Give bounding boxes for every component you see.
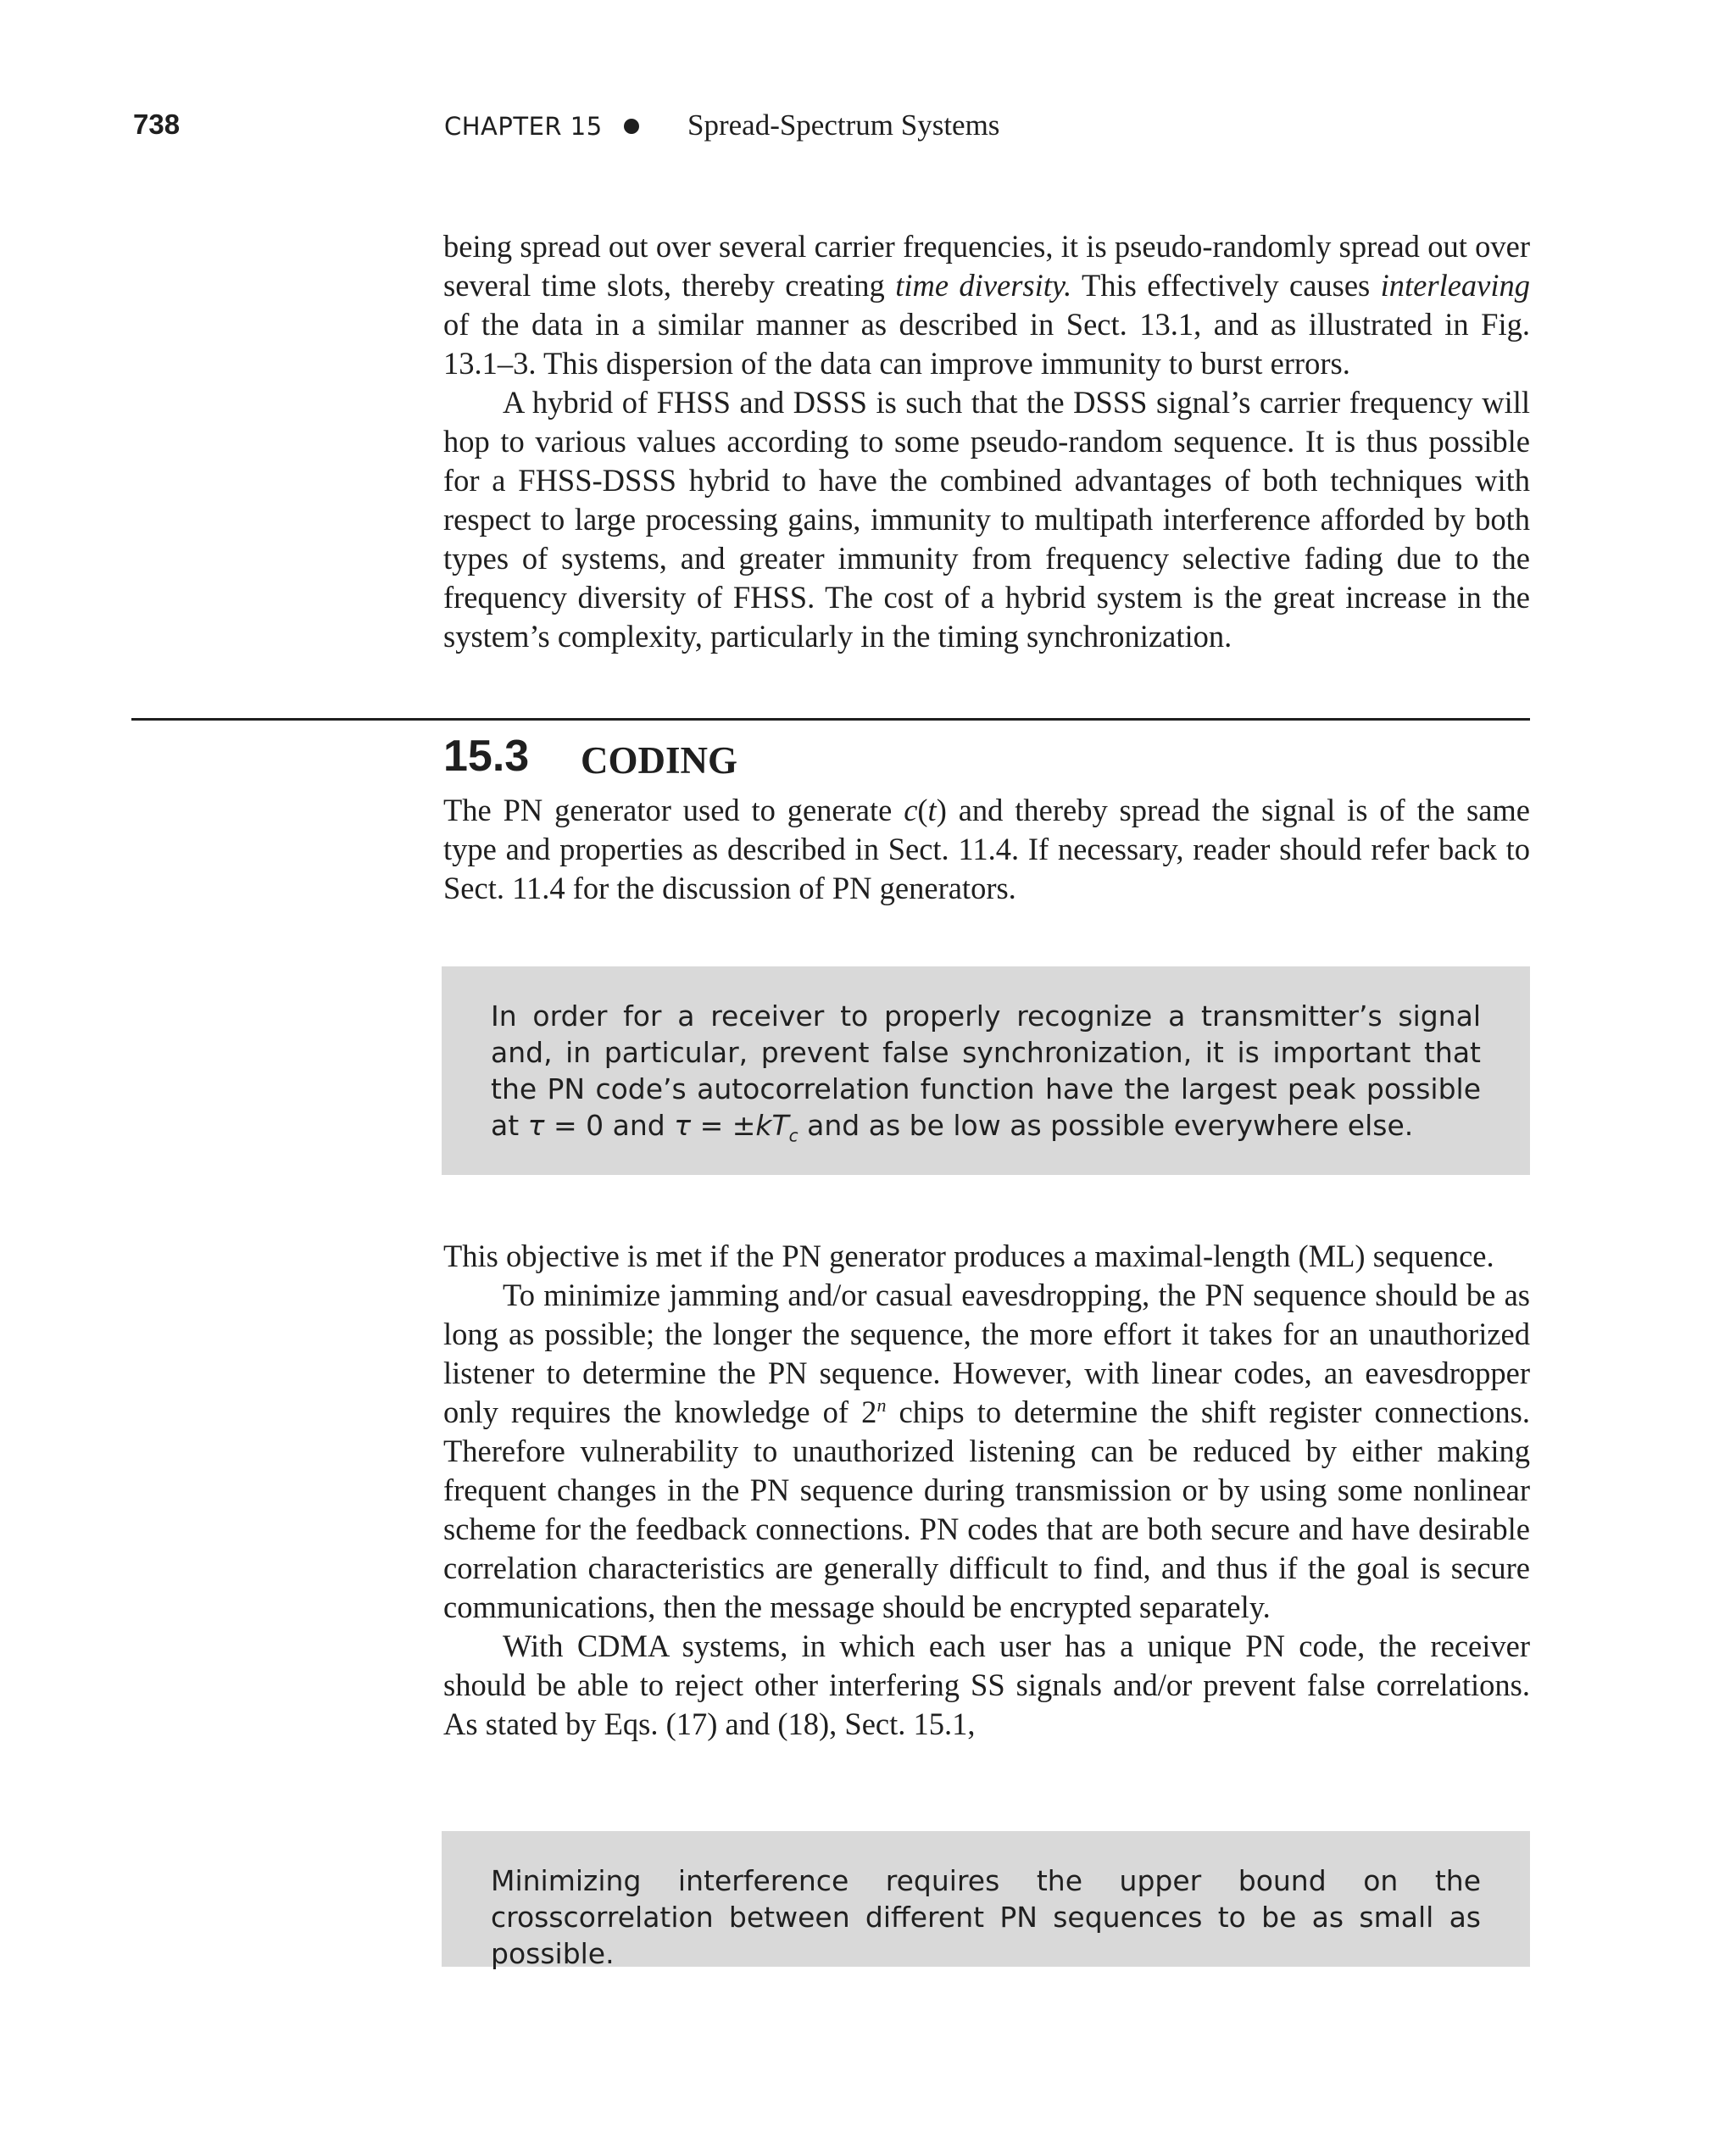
callout-box-crosscorrelation	[442, 1831, 1530, 1970]
text-run: being spread out over several carrier frequencies, it is pseudo-randomly spread out over several time slots, thereby creating	[443, 229, 1530, 303]
text-run: )	[936, 793, 947, 827]
math-tau: τ	[527, 1109, 545, 1142]
text-run: chips to determine the shift register connections. Therefore vulnerability to unauthorized listening can be reduced by either making frequent changes in the PN sequence during transmission or by using some nonlinear scheme for the feedback connections. PN codes that are both secure and have desirable correlation characteristics are generally difficult to find, and thus if the goal is secure communications, then the message should be encrypted separately.	[443, 1395, 1531, 1624]
page-number: 738	[133, 109, 181, 140]
section-number: 15.3	[443, 732, 530, 781]
math-subscript-c: c	[788, 1125, 798, 1146]
text-run: and thereby spread the signal is of the same type and properties as described in Sect. 11.4. If necessary, reader should refer back to Sect. 11.4 for the discussion of PN generators.	[443, 793, 1530, 905]
chapter-title: Spread-Spectrum Systems	[687, 109, 1000, 142]
text-run: (	[917, 793, 928, 827]
paragraph	[443, 227, 1530, 383]
paragraph: A hybrid of FHSS and DSSS is such that the DSSS signal’s carrier frequency will hop to various values according to some pseudo-random sequence. It is thus possible for a FHSS-DSSS hybrid to have the combined advantages of both techniques with respect to large processing gains, immunity to multipath interference afforded by both types of systems, and greater immunity from frequency selective fading due to the frequency diversity of FHSS. The cost of a hybrid system is the great increase in the system’s complexity, particularly in the timing synchronization.	[443, 385, 1530, 654]
math-var-c: c	[904, 793, 918, 827]
math-kt: kT	[755, 1109, 789, 1142]
text-run: = ±	[691, 1109, 756, 1142]
text-run: = 0 and	[544, 1109, 675, 1142]
paragraph: With CDMA systems, in which each user has a unique PN code, the receiver should be able to reject other interfering SS signals and/or prevent false correlations. As stated by Eqs. (17) and (18), Sect. 15.1,	[443, 1628, 1530, 1741]
section-intro	[443, 791, 1530, 908]
math-superscript-n: n	[876, 1394, 887, 1416]
text-run: of the data in a similar manner as described in Sect. 13.1, and as illustrated in Fig. 13.1–3. This dispersion of the data can improve immunity to burst errors.	[443, 307, 1530, 381]
callout-box-autocorrelation	[442, 966, 1530, 1175]
text-run: and as be low as possible everywhere else.	[798, 1109, 1414, 1142]
section-title: CODING	[581, 739, 738, 782]
callout-text	[442, 966, 1530, 1144]
callout-text: Minimizing interference requires the upper bound on the crosscorrelation between different PN sequences to be as small as possible.	[491, 1864, 1481, 1970]
body-text	[443, 1237, 1530, 1744]
text-run: The PN generator used to generate	[443, 793, 904, 827]
emphasis-interleaving: interleaving	[1380, 268, 1531, 303]
math-tau: τ	[674, 1109, 692, 1142]
bullet-icon	[624, 119, 639, 134]
paragraph: This objective is met if the PN generator produces a maximal-length (ML) sequence.	[443, 1239, 1494, 1273]
chapter-label: CHAPTER 15	[444, 112, 603, 141]
text-run: In order for a receiver to properly recognize a transmitter’s signal and, in particular, prevent false synchronization, it is important that the PN code’s autocorrelation function have the largest peak possible at	[491, 999, 1481, 1142]
text-run: This effectively causes	[1071, 268, 1381, 303]
section-rule	[131, 718, 1530, 721]
paragraph	[443, 791, 1530, 908]
paragraph	[443, 1276, 1530, 1627]
intro-text	[443, 227, 1530, 656]
text-run: To minimize jamming and/or casual eavesdropping, the PN sequence should be as long as possible; the longer the sequence, the more effort it takes for an unauthorized listener to determine the PN sequence. However, with linear codes, an eavesdropper only requires the knowledge of 2	[443, 1278, 1530, 1429]
math-var-t: t	[927, 793, 937, 827]
emphasis-time-diversity: time diversity.	[895, 268, 1072, 303]
running-header	[0, 109, 1736, 151]
